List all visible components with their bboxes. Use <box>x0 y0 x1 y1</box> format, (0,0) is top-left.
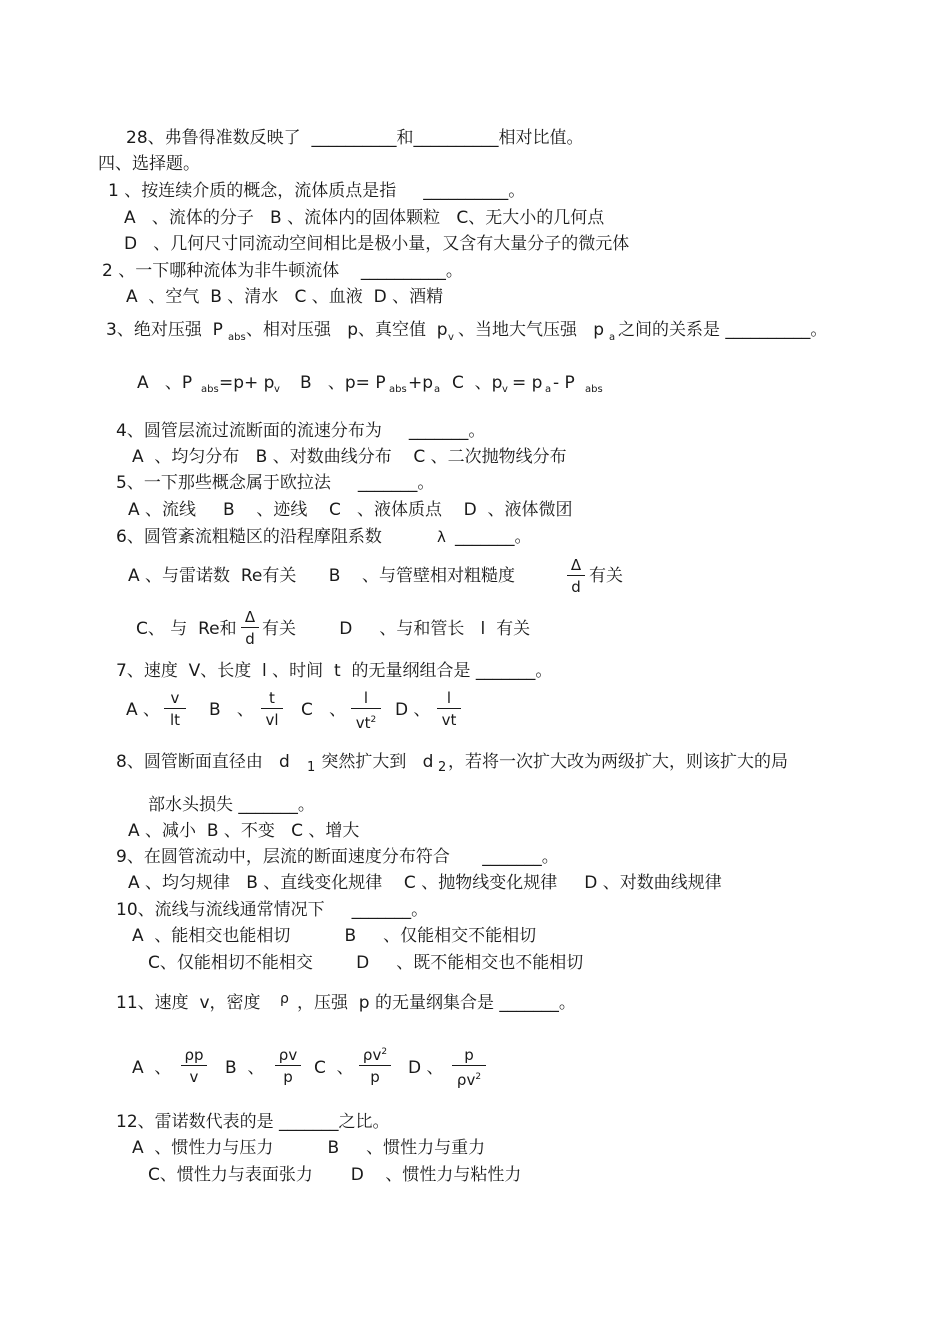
question-4-stem: 4、圆管层流过流断面的流速分布为 _______。 <box>116 421 486 441</box>
question-8-options: A 、减小 B 、不变 C 、增大 <box>128 821 360 841</box>
fraction-t-over-vl: t vl <box>261 689 283 729</box>
fraction-l-over-vt-squared: l $vt^2$ <box>351 689 381 732</box>
question-4-options: A 、均匀分布 B 、对数曲线分布 C 、二次抛物线分布 <box>132 447 567 467</box>
question-1-options-a-c: A 、流体的分子 B 、流体内的固体颗粒 C、无大小的几何点 <box>124 208 605 228</box>
lambda-symbol: λ <box>437 528 446 546</box>
fraction-rho-p-over-v: ρp v <box>181 1046 207 1086</box>
question-12-stem: 12、雷诺数代表的是 _______之比。 <box>116 1112 390 1132</box>
fraction-l-over-vt: l vt <box>437 689 461 729</box>
section-title: 四、选择题。 <box>98 154 200 174</box>
fraction-p-over-rho-v-squared: p $\rho v^2$ <box>452 1046 486 1089</box>
fraction-delta-over-d: Δ d <box>241 608 259 648</box>
question-8-stem-continued: 部水头损失 _______。 <box>148 795 315 815</box>
question-1-option-d: D 、几何尺寸同流动空间相比是极小量，又含有大量分子的微元体 <box>124 234 630 254</box>
question-5-options: A 、流线 B 、迹线 C 、液体质点 D 、液体微团 <box>128 500 573 520</box>
fraction-delta-over-d: Δ d <box>567 556 585 596</box>
question-9-options: A 、均匀规律 B 、直线变化规律 C 、抛物线变化规律 D 、对数曲线规律 <box>128 873 722 893</box>
question-2-stem: 2 、一下哪种流体为非牛顿流体 __________。 <box>102 261 463 281</box>
fraction-rho-v-over-p: ρv p <box>275 1046 301 1086</box>
question-28: 28、弗鲁得准数反映了 __________和__________相对比值。 <box>126 128 584 148</box>
question-12-options-c-d: C、惯性力与表面张力 D 、惯性力与粘性力 <box>148 1165 522 1185</box>
question-1-stem: 1 、按连续介质的概念，流体质点是指 __________。 <box>108 181 526 201</box>
question-12-options-a-b: A 、惯性力与压力 B 、惯性力与重力 <box>132 1138 486 1158</box>
question-9-stem: 9、在圆管流动中，层流的断面速度分布符合 _______。 <box>116 847 559 867</box>
fraction-rho-v-squared-over-p: $\rho v^2$ p <box>359 1043 391 1086</box>
question-10-options-a-b: A 、能相交也能相切 B 、仅能相交不能相切 <box>132 926 537 946</box>
question-7-stem: 7、速度 V、长度 l 、时间 t 的无量纲组合是 _______。 <box>116 661 553 681</box>
question-10-options-c-d: C、仅能相切不能相交 D 、既不能相交也不能相切 <box>148 953 584 973</box>
question-10-stem: 10、流线与流线通常情况下 _______。 <box>116 900 429 920</box>
fraction-v-over-lt: v lt <box>164 689 186 729</box>
question-2-options: A 、空气 B 、清水 C 、血液 D 、酒精 <box>126 287 444 307</box>
question-5-stem: 5、一下那些概念属于欧拉法 _______。 <box>116 473 435 493</box>
rho-symbol: ρ <box>280 991 289 1007</box>
